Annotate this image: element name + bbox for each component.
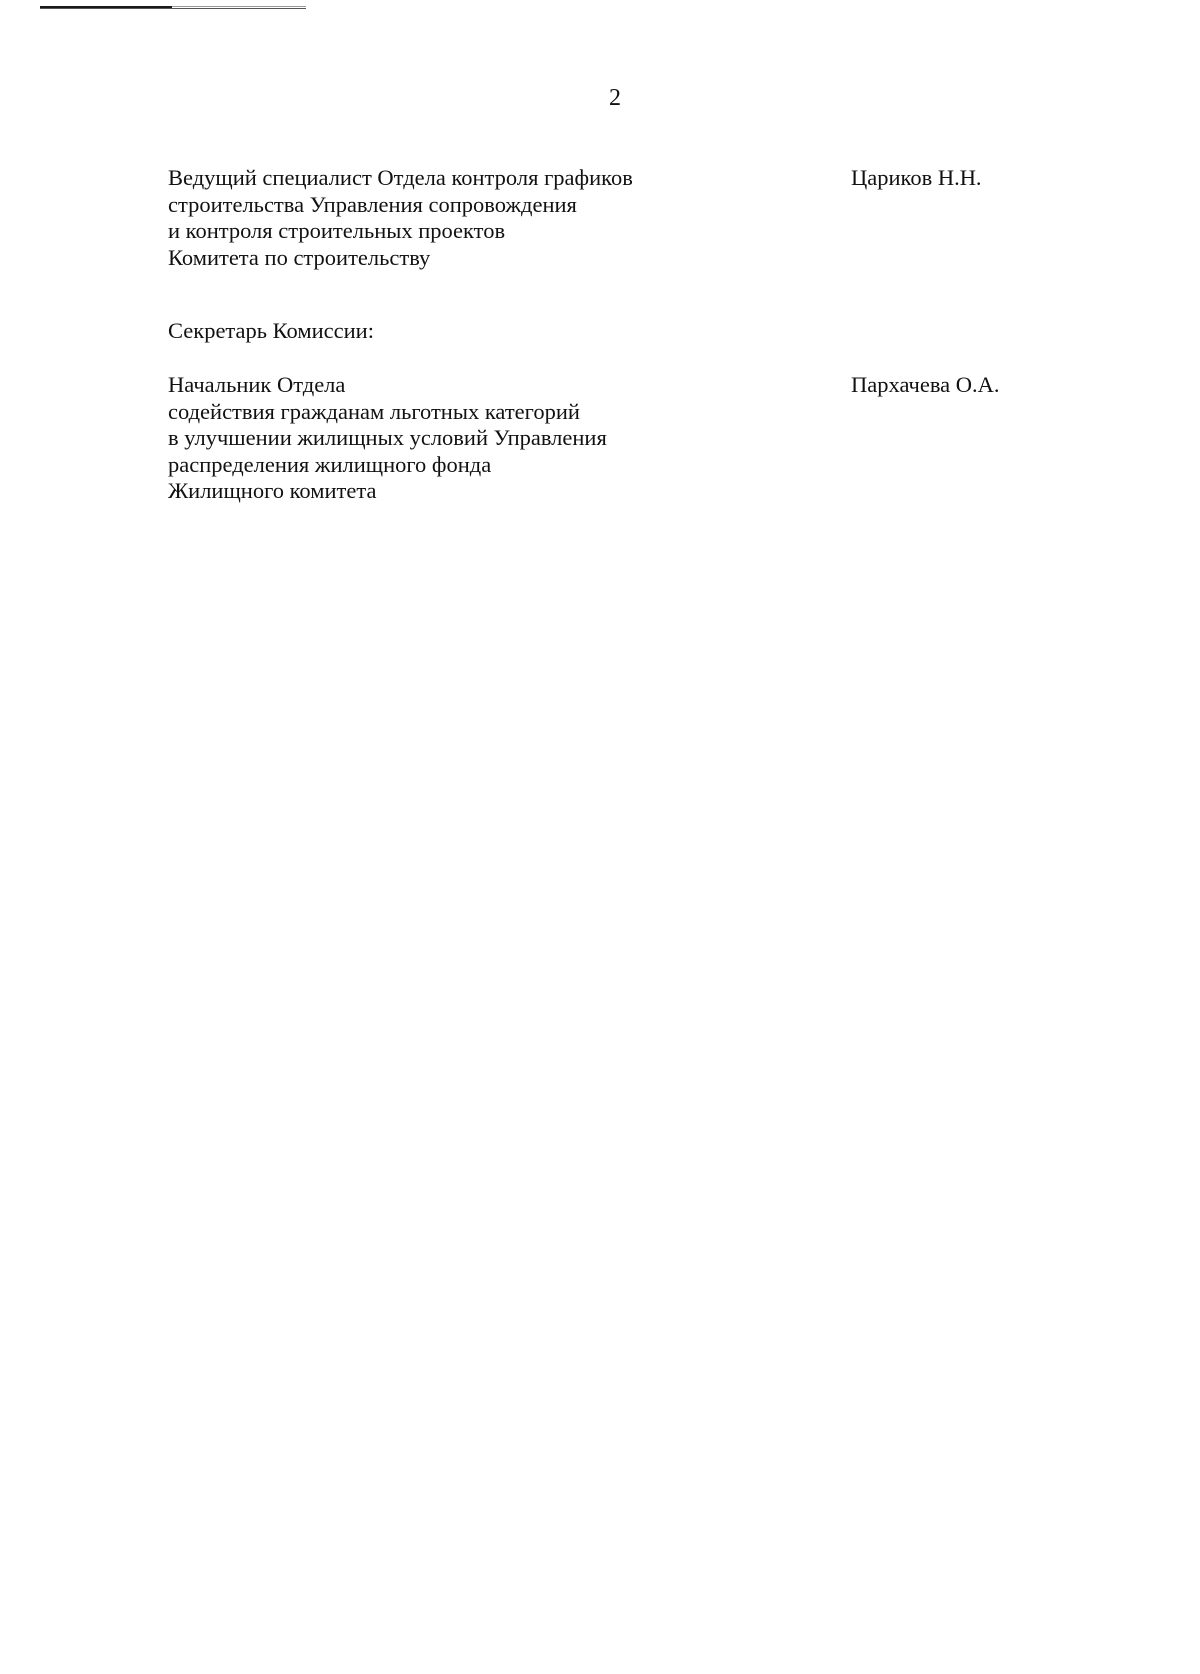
position-line: в улучшении жилищных условий Управления bbox=[168, 425, 607, 450]
member-position bbox=[168, 165, 633, 271]
position-line: содействия гражданам льготных категорий bbox=[168, 398, 580, 424]
scan-artifact-line bbox=[172, 6, 306, 7]
position-line: Жилищного комитета bbox=[168, 478, 377, 503]
page-number: 2 bbox=[609, 85, 621, 111]
position-line: и контроля строительных проектов bbox=[168, 218, 506, 243]
position-line: Начальник Отдела bbox=[168, 372, 346, 397]
section-heading: Секретарь Комиссии: bbox=[168, 318, 374, 343]
member-name: Цариков Н.Н. bbox=[851, 165, 982, 190]
position-line: строительства Управления сопровождения bbox=[168, 191, 577, 217]
position-line: распределения жилищного фонда bbox=[168, 451, 492, 477]
secretary-name: Пархачева О.А. bbox=[851, 372, 1000, 397]
secretary-heading bbox=[168, 318, 374, 345]
position-line: Комитета по строительству bbox=[168, 244, 431, 270]
position-line: Ведущий специалист Отдела контроля графиков bbox=[168, 165, 633, 190]
secretary-position bbox=[168, 372, 607, 505]
scan-artifact-line bbox=[40, 8, 306, 9]
